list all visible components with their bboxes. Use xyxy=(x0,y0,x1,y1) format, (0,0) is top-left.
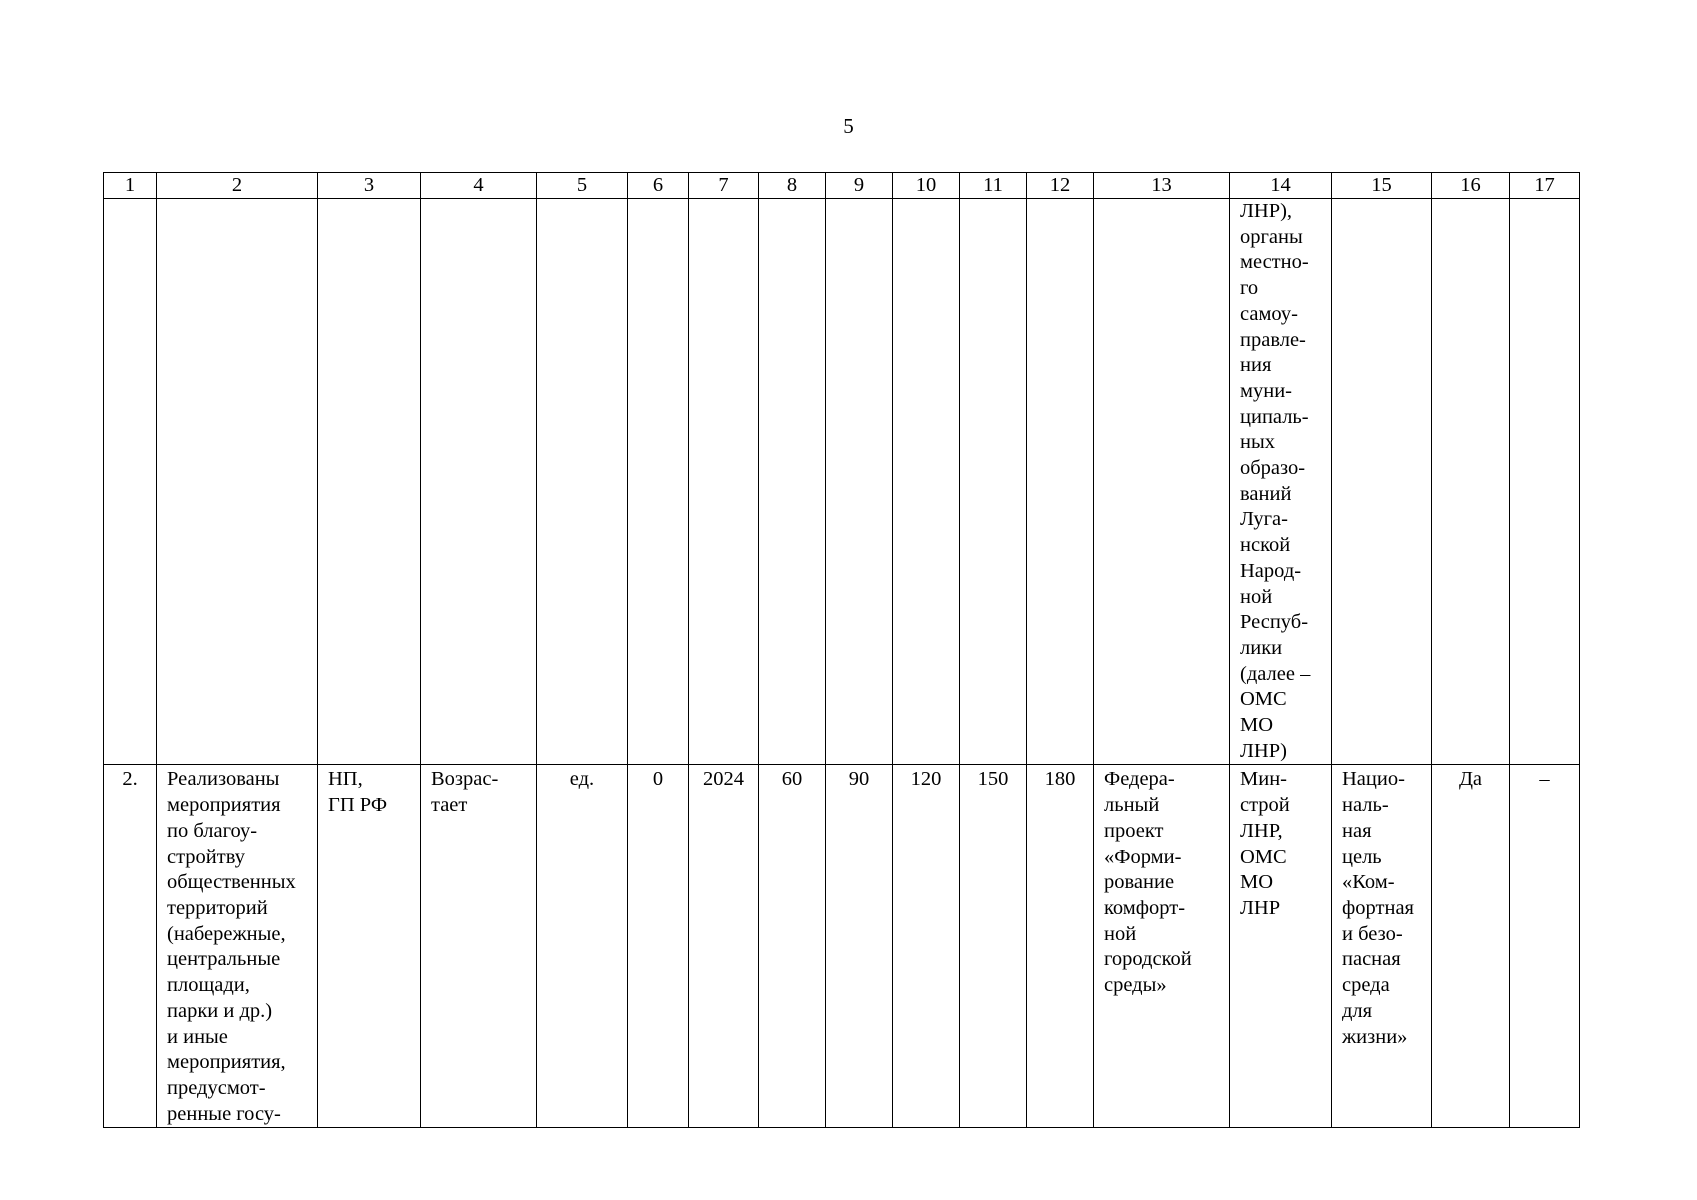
table-cell xyxy=(689,199,759,765)
header-cell: 14 xyxy=(1230,173,1332,199)
table-cell xyxy=(421,199,537,765)
link-cell: Нацио- наль- ная цель «Ком- фортная и безо- пасная среда для жизни» xyxy=(1332,765,1432,1128)
table-cell xyxy=(1094,199,1230,765)
document-cell: Федера- льный проект «Форми- рование комфорт- ной городской среды» xyxy=(1094,765,1230,1128)
header-cell: 1 xyxy=(104,173,157,199)
responsible-cell: Мин- строй ЛНР, ОМС МО ЛНР xyxy=(1230,765,1332,1128)
page-number: 5 xyxy=(843,114,854,138)
table-cell xyxy=(1332,199,1432,765)
table-cell xyxy=(1432,199,1510,765)
table-cell xyxy=(628,199,689,765)
table-cell xyxy=(104,199,157,765)
base-value-cell: 0 xyxy=(628,765,689,1128)
header-cell: 8 xyxy=(759,173,826,199)
responsible-cell: ЛНР), органы местно- го самоу- правле- ния муни- ципаль- ных образо- ваний Луга- нской Народ- ной Респуб- лики (далее – ОМС МО ЛНР) xyxy=(1230,199,1332,765)
indicators-table xyxy=(103,172,1580,1128)
table-row-continued xyxy=(104,199,1580,765)
table-cell xyxy=(1027,199,1094,765)
table-cell xyxy=(759,199,826,765)
table-header-row xyxy=(104,173,1580,199)
header-cell: 4 xyxy=(421,173,537,199)
header-cell: 11 xyxy=(960,173,1027,199)
header-cell: 13 xyxy=(1094,173,1230,199)
value-cell: 120 xyxy=(893,765,960,1128)
header-cell: 6 xyxy=(628,173,689,199)
header-cell: 2 xyxy=(157,173,318,199)
table-row xyxy=(104,765,1580,1128)
header-cell: 5 xyxy=(537,173,628,199)
row-number-cell: 2. xyxy=(104,765,157,1128)
table-cell xyxy=(318,199,421,765)
header-cell: 10 xyxy=(893,173,960,199)
header-cell: 7 xyxy=(689,173,759,199)
base-year-cell: 2024 xyxy=(689,765,759,1128)
unit-cell: ед. xyxy=(537,765,628,1128)
header-cell: 9 xyxy=(826,173,893,199)
table-cell xyxy=(157,199,318,765)
header-cell: 15 xyxy=(1332,173,1432,199)
header-cell: 12 xyxy=(1027,173,1094,199)
value-cell: 150 xyxy=(960,765,1027,1128)
trend-cell: Возрас- тает xyxy=(421,765,537,1128)
value-cell: 180 xyxy=(1027,765,1094,1128)
table-cell xyxy=(960,199,1027,765)
value-cell: 60 xyxy=(759,765,826,1128)
table-cell xyxy=(1510,199,1580,765)
indicator-name-cell: Реализованы мероприятия по благоу- стройтву общественных территорий (набережные, центральные площади, парки и др.) и иные мероприятия, предусмот- ренные госу- xyxy=(157,765,318,1128)
header-cell: 16 xyxy=(1432,173,1510,199)
table-cell xyxy=(893,199,960,765)
value-cell: 90 xyxy=(826,765,893,1128)
header-cell: 3 xyxy=(318,173,421,199)
info-cell: – xyxy=(1510,765,1580,1128)
gis-cell: Да xyxy=(1432,765,1510,1128)
header-cell: 17 xyxy=(1510,173,1580,199)
table-cell xyxy=(826,199,893,765)
level-cell: НП, ГП РФ xyxy=(318,765,421,1128)
table-cell xyxy=(537,199,628,765)
